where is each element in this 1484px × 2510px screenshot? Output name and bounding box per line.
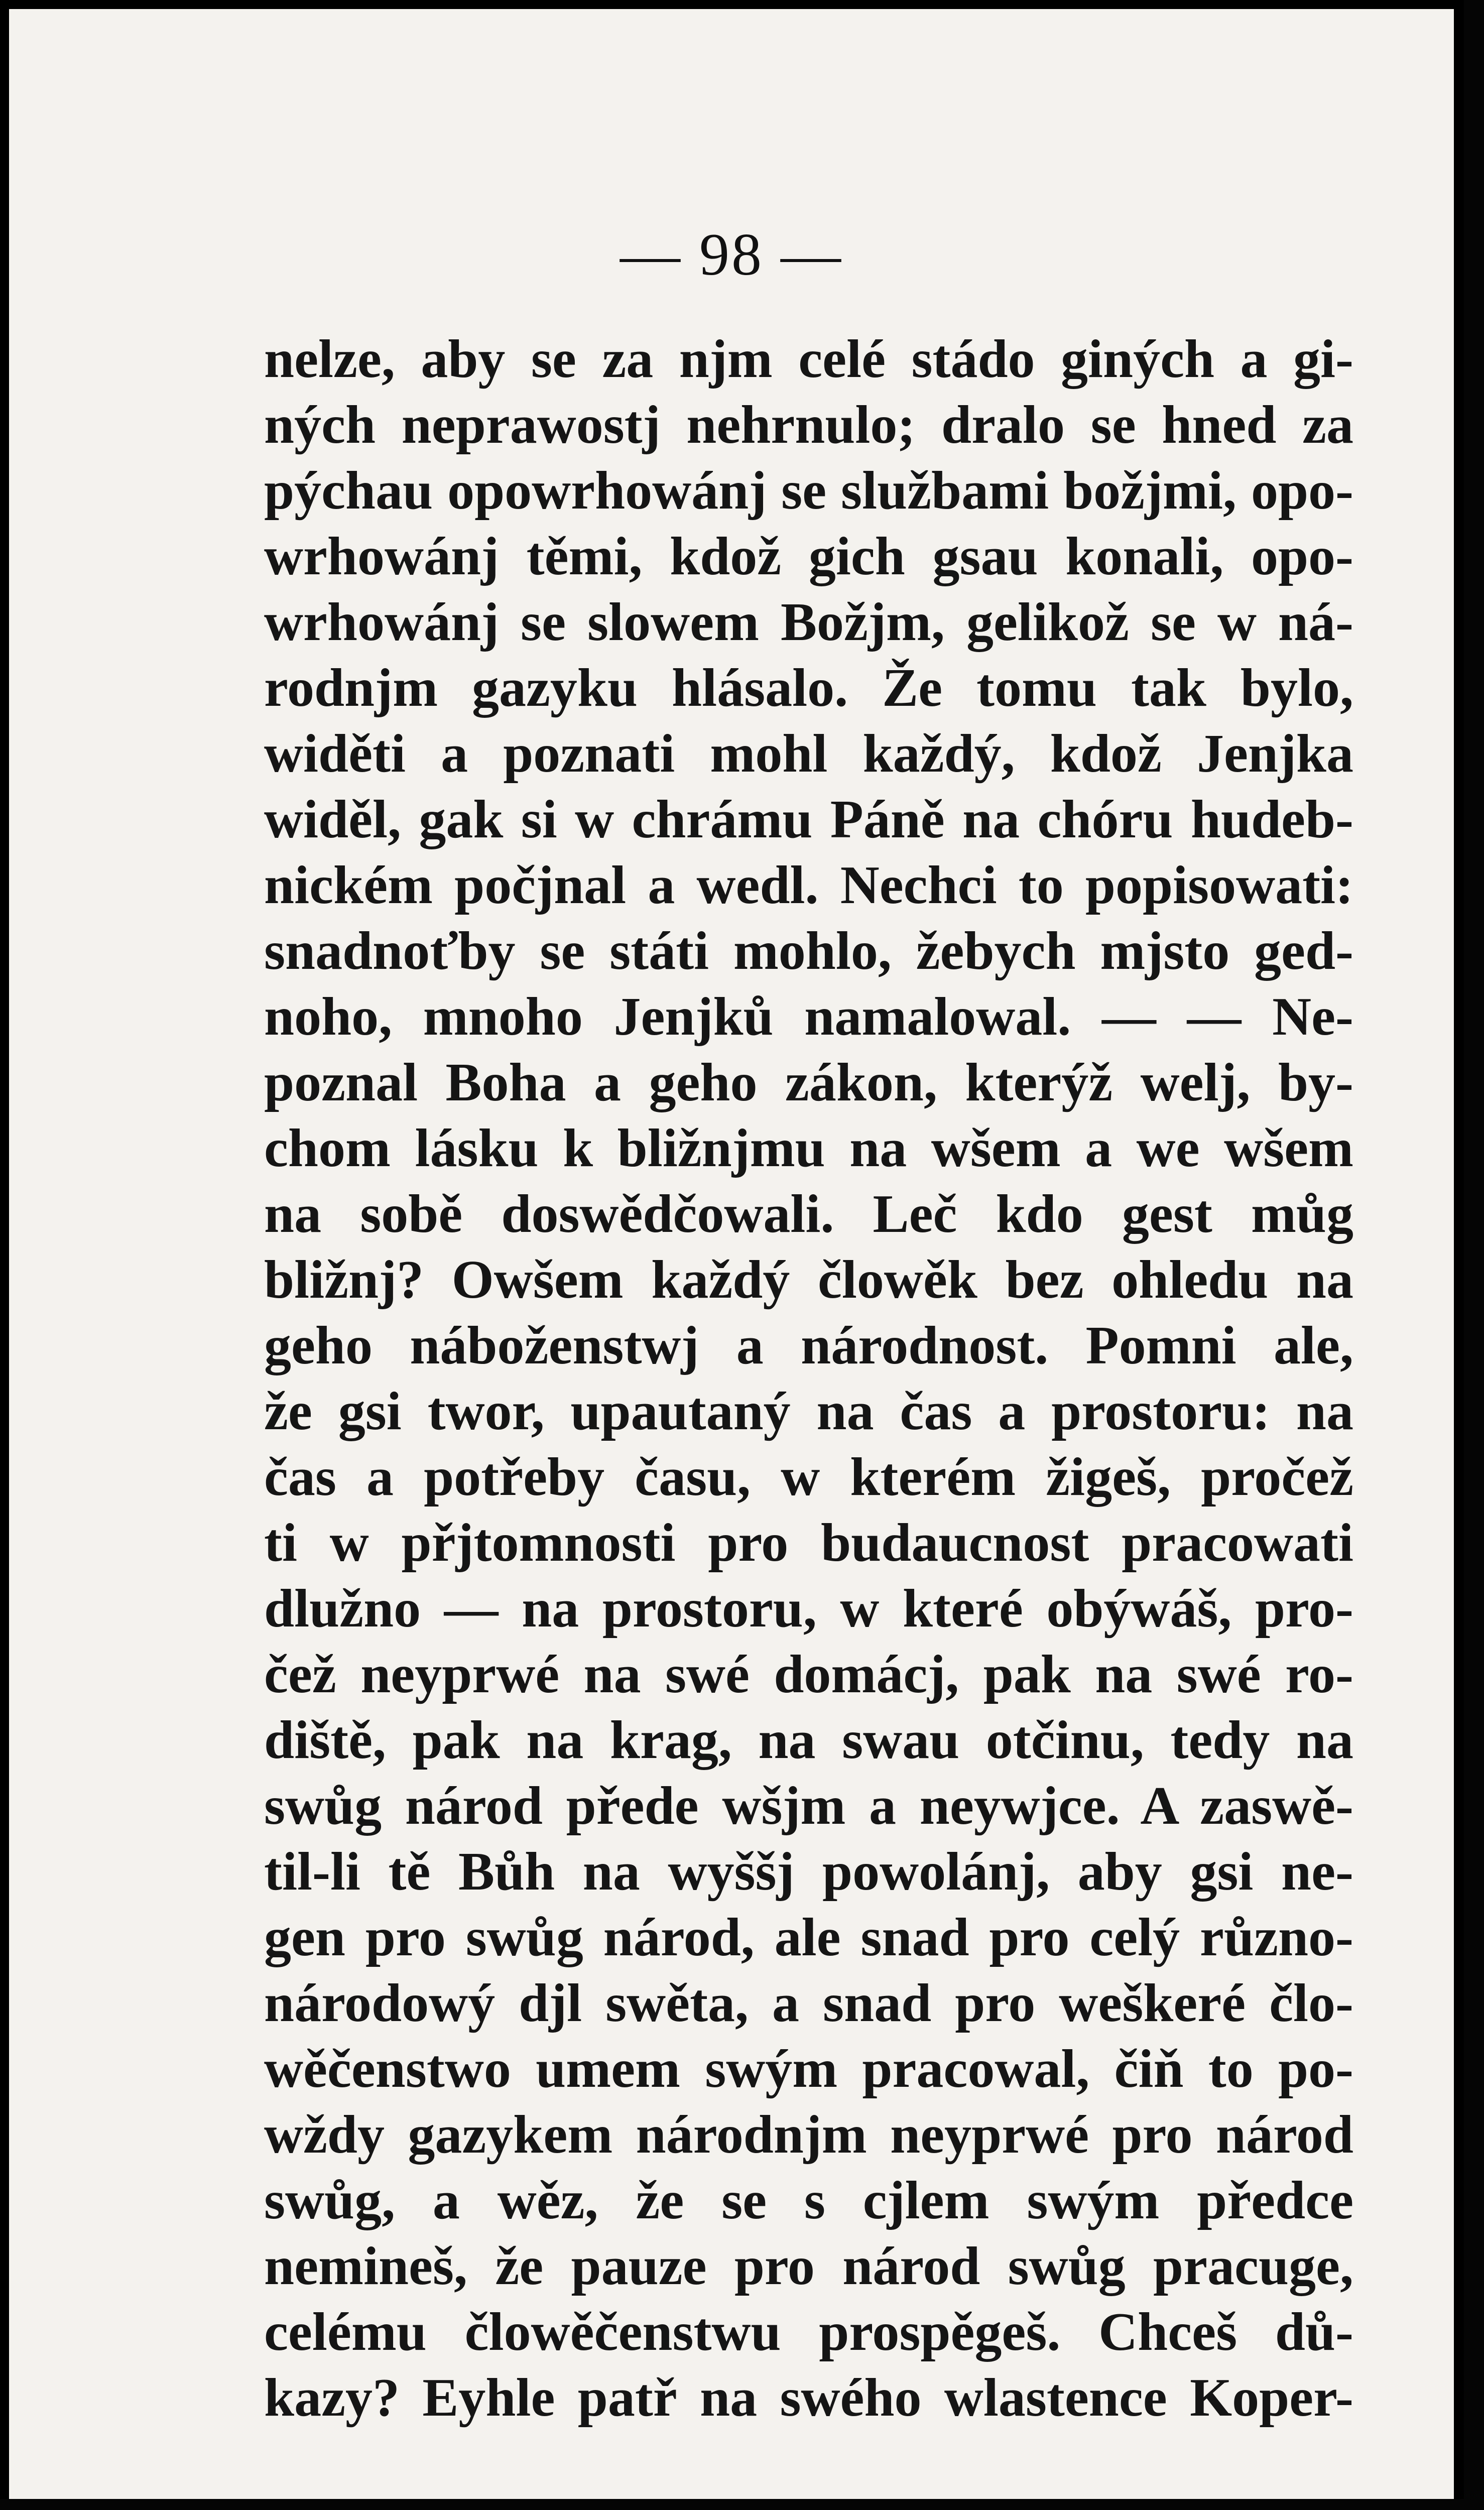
text-line: kazy? Eyhle patř na swého wlastence Koper- — [264, 2368, 1353, 2428]
text-line: wěčenstwo umem swým pracowal, čiň to po- — [264, 2039, 1353, 2099]
text-line: že gsi twor, upautaný na čas a prostoru: na — [264, 1382, 1353, 1441]
text-line: čež neyprwé na swé domácj, pak na swé ro- — [264, 1645, 1353, 1704]
text-line: ti w přjtomnosti pro budaucnost pracowati — [264, 1513, 1353, 1573]
scan-border-right — [1464, 0, 1484, 2510]
text-line: widěti a poznati mohl každý, kdož Jenjka — [264, 724, 1353, 784]
text-line: nickém počjnal a wedl. Nechci to popisowati: — [264, 855, 1353, 915]
text-line: rodnjm gazyku hlásalo. Že tomu tak bylo, — [264, 658, 1353, 718]
text-line: ných neprawostj nehrnulo; dralo se hned za — [264, 395, 1353, 455]
text-line: wrhowánj těmi, kdož gich gsau konali, opo- — [264, 527, 1353, 586]
body-text — [264, 326, 1353, 2431]
text-line: pýchau opowrhowánj se službami božjmi, opo- — [264, 461, 1353, 521]
text-line: snadnoťby se státi mohlo, žebych mjsto ged- — [264, 921, 1353, 981]
text-line: poznal Boha a geho zákon, kterýž welj, by- — [264, 1053, 1353, 1112]
text-line: nelze, aby se za njm celé stádo giných a gi- — [264, 329, 1353, 389]
text-line: na sobě doswědčowali. Leč kdo gest můg — [264, 1184, 1353, 1244]
text-line: widěl, gak si w chrámu Páně na chóru hudeb- — [264, 790, 1353, 849]
text-line: diště, pak na krag, na swau otčinu, tedy na — [264, 1710, 1353, 1770]
text-line: dlužno — na prostoru, w které obýwáš, pro- — [264, 1579, 1353, 1639]
text-line: swůg národ přede wšjm a neywjce. A zaswě- — [264, 1776, 1353, 1836]
text-line: nemineš, že pauze pro národ swůg pracuge, — [264, 2236, 1353, 2296]
text-line: celému člowěčenstwu prospěgeš. Chceš dů- — [264, 2302, 1353, 2362]
text-line: geho náboženstwj a národnost. Pomni ale, — [264, 1316, 1353, 1375]
text-line: til-li tě Bůh na wyššj powolánj, aby gsi ne- — [264, 1842, 1353, 1902]
text-line: čas a potřeby času, w kterém žigeš, pročež — [264, 1447, 1353, 1507]
text-line: wrhowánj se slowem Božjm, gelikož se w ná- — [264, 592, 1353, 652]
text-line: národowý djl swěta, a snad pro weškeré člo- — [264, 1973, 1353, 2033]
text-line: gen pro swůg národ, ale snad pro celý různo- — [264, 1908, 1353, 1967]
book-page — [9, 9, 1454, 2510]
text-line: wždy gazykem národnjm neyprwé pro národ — [264, 2105, 1353, 2165]
text-line: bližnj? Owšem každý člowěk bez ohledu na — [264, 1250, 1353, 1310]
text-line: chom lásku k bližnjmu na wšem a we wšem — [264, 1118, 1353, 1178]
scan-border-bottom — [0, 2499, 1484, 2510]
text-line: swůg, a wěz, že se s cjlem swým předce — [264, 2171, 1353, 2230]
text-line: noho, mnoho Jenjků namalowal. — — Ne- — [264, 987, 1353, 1047]
page-number: — 98 — — [620, 221, 843, 288]
